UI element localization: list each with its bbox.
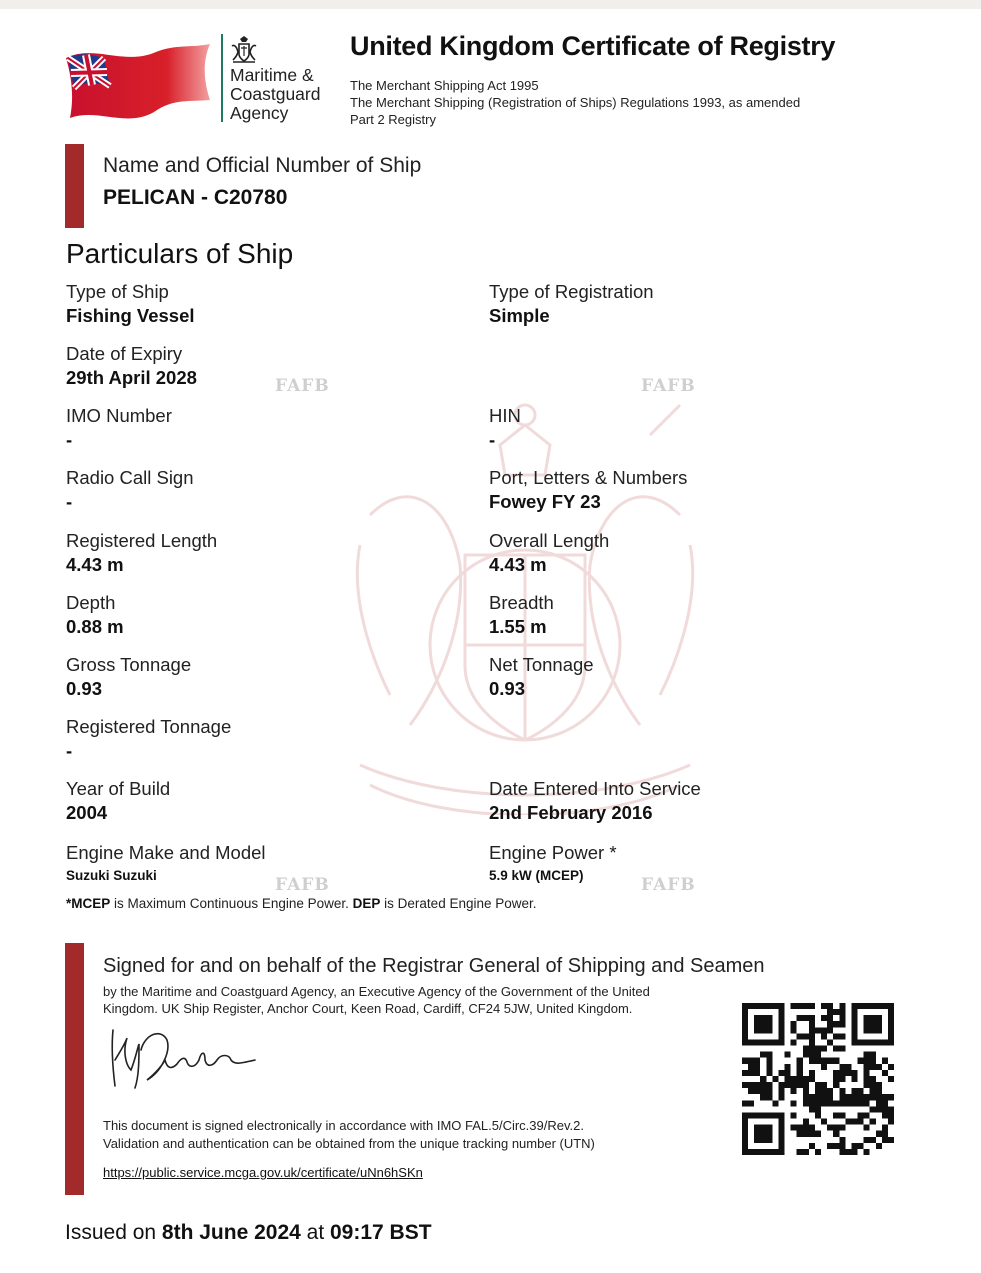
field-label: Date Entered Into Service: [489, 778, 701, 799]
certificate-title: United Kingdom Certificate of Registry: [350, 31, 836, 61]
field-imo-number: [66, 405, 172, 453]
agency-line: Agency: [230, 103, 289, 123]
qr-code-icon: [742, 1003, 894, 1155]
field-label: Registered Tonnage: [66, 716, 232, 737]
field-hin: [489, 405, 521, 453]
issued-on-line: [65, 1221, 432, 1245]
ship-name-label: Name and Official Number of Ship: [103, 154, 422, 177]
field-label: Net Tonnage: [489, 654, 594, 675]
field-type-of-ship: [66, 281, 195, 329]
field-engine-make-model: [66, 842, 266, 888]
fafb-stamp: FAFB: [275, 376, 330, 396]
byline-line: Kingdom. UK Ship Register, Anchor Court, Keen Road, Cardiff, CF24 5JW, United Kingdom.: [103, 1001, 633, 1016]
field-depth: [66, 592, 124, 640]
footnote-mcep-text: is Maximum Continuous Engine Power.: [110, 896, 353, 911]
ship-name-value: PELICAN - C20780: [103, 186, 288, 209]
field-value: 29th April 2028: [66, 367, 197, 388]
signature-accent-bar: [65, 943, 84, 1195]
field-label: Date of Expiry: [66, 343, 183, 364]
agency-name: [230, 66, 320, 123]
field-label: Type of Ship: [66, 281, 169, 302]
field-net-tonnage: [489, 654, 594, 702]
field-radio-call-sign: [66, 467, 194, 515]
royal-crest-icon: [229, 36, 259, 64]
field-label: HIN: [489, 405, 521, 426]
signed-heading: Signed for and on behalf of the Registrar General of Shipping and Seamen: [103, 955, 765, 977]
issued-prefix: Issued on: [65, 1221, 162, 1244]
field-value: 2004: [66, 802, 108, 823]
registrar-byline: [103, 983, 650, 1017]
legislation-item: Part 2 Registry: [350, 112, 436, 127]
field-value: Simple: [489, 305, 550, 326]
field-value: -: [66, 740, 73, 761]
field-overall-length: [489, 530, 609, 578]
footnote-dep: DEP: [352, 896, 381, 911]
field-value: 5.9 kW (MCEP): [489, 868, 584, 883]
field-type-of-registration: [489, 281, 654, 329]
byline-line: by the Maritime and Coastguard Agency, an Executive Agency of the Government of the United: [103, 984, 650, 999]
field-breadth: [489, 592, 554, 640]
field-date-of-expiry: [66, 343, 197, 391]
engine-power-footnote: [66, 896, 537, 911]
field-label: Breadth: [489, 592, 554, 613]
field-value: 2nd February 2016: [489, 802, 653, 823]
issued-middle: at: [300, 1221, 330, 1244]
field-label: Overall Length: [489, 530, 610, 551]
red-ensign-flag-icon: [64, 42, 214, 122]
field-label: Port, Letters & Numbers: [489, 467, 688, 488]
mca-divider: [221, 34, 223, 122]
agency-line: Coastguard: [230, 84, 321, 104]
fafb-stamp: FAFB: [275, 875, 330, 895]
field-value: 0.93: [489, 678, 526, 699]
field-label: Engine Make and Model: [66, 842, 266, 863]
field-registered-length: [66, 530, 217, 578]
issued-date: 8th June 2024: [161, 1221, 301, 1244]
electronic-signature-notice: [103, 1117, 595, 1153]
field-label: Depth: [66, 592, 116, 613]
field-value: 1.55 m: [489, 616, 547, 637]
ship-name-accent-bar: [65, 144, 84, 228]
handwritten-signature: [105, 1020, 265, 1092]
field-value: Suzuki Suzuki: [66, 868, 157, 883]
footnote-mcep: MCEP: [71, 896, 111, 911]
field-value: 4.43 m: [489, 554, 547, 575]
footnote-asterisk: *: [66, 896, 72, 911]
field-date-entered-service: [489, 778, 701, 826]
legislation-item: The Merchant Shipping Act 1995: [350, 78, 539, 93]
field-gross-tonnage: [66, 654, 191, 702]
fafb-stamp: FAFB: [641, 376, 696, 396]
field-engine-power: [489, 842, 617, 888]
field-value: -: [66, 491, 73, 512]
field-value: 4.43 m: [66, 554, 124, 575]
field-port-letters-numbers: [489, 467, 687, 515]
top-strip: [0, 0, 981, 9]
field-label: Type of Registration: [489, 281, 654, 302]
agency-line: Maritime &: [230, 65, 314, 85]
esign-line: Validation and authentication can be obtained from the unique tracking number (UTN): [103, 1136, 595, 1151]
field-registered-tonnage: [66, 716, 231, 764]
field-label: Registered Length: [66, 530, 218, 551]
issued-time: 09:17 BST: [330, 1221, 432, 1244]
particulars-heading: Particulars of Ship: [66, 238, 294, 269]
field-value: -: [489, 429, 496, 450]
esign-line: This document is signed electronically in accordance with IMO FAL.5/Circ.39/Rev.2.: [103, 1118, 584, 1133]
field-value: Fowey FY 23: [489, 491, 601, 512]
field-label: Gross Tonnage: [66, 654, 192, 675]
field-label: IMO Number: [66, 405, 172, 426]
legislation-list: [350, 77, 800, 128]
certificate-validation-link[interactable]: https://public.service.mcga.gov.uk/certificate/uNn6hSKn: [103, 1165, 423, 1180]
field-value: Fishing Vessel: [66, 305, 195, 326]
field-value: -: [66, 429, 73, 450]
field-value: 0.93: [66, 678, 103, 699]
field-year-of-build: [66, 778, 170, 826]
field-label: Year of Build: [66, 778, 171, 799]
field-value: 0.88 m: [66, 616, 124, 637]
field-label: Engine Power *: [489, 842, 617, 863]
legislation-item: The Merchant Shipping (Registration of Ships) Regulations 1993, as amended: [350, 95, 801, 110]
field-label: Radio Call Sign: [66, 467, 194, 488]
fafb-stamp: FAFB: [641, 875, 696, 895]
footnote-dep-text: is Derated Engine Power.: [380, 896, 537, 911]
